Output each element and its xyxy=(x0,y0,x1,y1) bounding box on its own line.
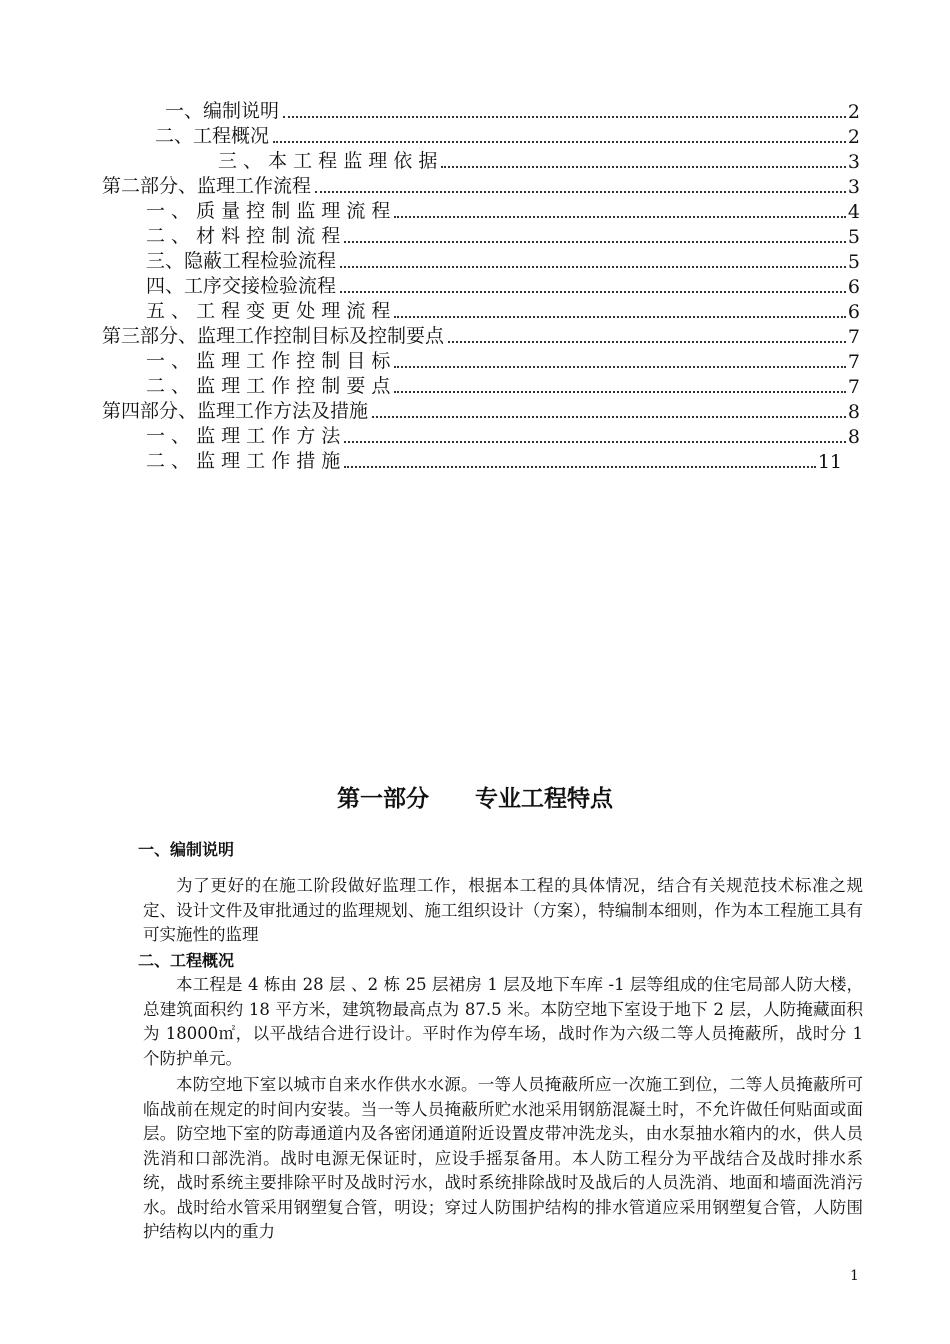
toc-entry-page: 7 xyxy=(847,326,860,348)
toc-entry[interactable] xyxy=(146,447,842,473)
toc-entry-page: 2 xyxy=(847,101,860,123)
toc-entry-page: 7 xyxy=(847,351,860,373)
toc-leader-dots xyxy=(394,366,846,368)
toc-entry[interactable] xyxy=(218,147,860,173)
toc-entry-label: 二 、 材 料 控 制 流 程 xyxy=(146,225,341,247)
toc-entry[interactable] xyxy=(146,372,860,398)
toc-entry-label: 二 、 监 理 工 作 措 施 xyxy=(146,450,341,472)
toc-leader-dots xyxy=(441,166,846,168)
toc-entry-label: 第二部分、监理工作流程 xyxy=(102,175,312,197)
toc-entry-label: 第三部分、监理工作控制目标及控制要点 xyxy=(102,325,445,347)
toc-entry-label: 四、工序交接检验流程 xyxy=(146,275,337,297)
toc-entry-page: 8 xyxy=(847,401,860,423)
toc-entry[interactable] xyxy=(102,322,860,348)
toc-entry[interactable] xyxy=(146,247,860,273)
toc-leader-dots xyxy=(394,316,846,318)
toc-leader-dots xyxy=(340,266,846,268)
toc-entry[interactable] xyxy=(146,297,860,323)
toc-leader-dots xyxy=(394,216,846,218)
toc-entry-page: 7 xyxy=(847,376,860,398)
toc-leader-dots xyxy=(340,291,846,293)
toc-entry-label: 三、隐蔽工程检验流程 xyxy=(146,250,337,272)
toc-leader-dots xyxy=(273,141,846,143)
toc-entry-page: 8 xyxy=(847,426,860,448)
toc-entry-page: 6 xyxy=(847,301,860,323)
toc-entry-page: 3 xyxy=(847,176,860,198)
toc-entry-page: 5 xyxy=(847,251,860,273)
toc-entry[interactable] xyxy=(146,222,860,248)
page-number: 1 xyxy=(850,1268,859,1284)
body-paragraph: 为了更好的在施工阶段做好监理工作，根据本工程的具体情况，结合有关规范技术标准之规定、设计文件及审批通过的监理规划、施工组织设计（方案），特编制本细则，作为本工程施工具有可实施性的监理 xyxy=(143,876,863,944)
toc-entry-label: 一 、 质 量 控 制 监 理 流 程 xyxy=(146,200,391,222)
toc-entry-page: 5 xyxy=(847,226,860,248)
toc-entry-page: 11 xyxy=(817,451,842,473)
toc-leader-dots xyxy=(344,241,846,243)
toc-entry[interactable] xyxy=(146,347,860,373)
body-paragraph: 本工程是 4 栋由 28 层 、2 栋 25 层裙房 1 层及地下车库 -1 层等组成的住宅局部人防大楼，总建筑面积约 18 平方米，建筑物最高点为 87.5 米。本防空地下室设于地下 2 层，人防掩藏面积为 18000㎡，以平战结合进行设计。平时作为停车场，战时作为六级二等人员掩蔽所，战时分 1 个防护单元。 xyxy=(143,975,863,1068)
toc-leader-dots xyxy=(344,466,816,468)
toc-leader-dots xyxy=(283,116,846,118)
section-heading: 二、工程概况 xyxy=(138,951,235,970)
toc-entry[interactable] xyxy=(165,97,860,123)
toc-entry-page: 6 xyxy=(847,276,860,298)
toc-entry-label: 一 、 监 理 工 作 方 法 xyxy=(146,425,341,447)
body-paragraph: 本防空地下室以城市自来水作供水水源。一等人员掩蔽所应一次施工到位，二等人员掩蔽所可临战前在规定的时间内安装。当一等人员掩蔽所贮水池采用钢筋混凝土时，不允许做任何贴面或面层。防空地下室的防毒通道内及各密闭通道附近设置皮带冲洗龙头，由水泵抽水箱内的水，供人员洗消和口部洗消。战时电源无保证时，应设手摇泵备用。本人防工程分为平战结合及战时排水系统，战时系统主要排除平时及战时污水，战时系统排除战时及战后的人员洗消、地面和墙面洗消污水。战时给水管采用钢塑复合管，明设；穿过人防围护结构的排水管道应采用钢塑复合管，人防围护结构以内的重力 xyxy=(143,1075,863,1241)
toc-entry-label: 一 、 监 理 工 作 控 制 目 标 xyxy=(146,350,391,372)
part-title: 第一部分 专业工程特点 xyxy=(337,786,613,812)
toc-entry-page: 3 xyxy=(847,151,860,173)
toc-entry[interactable] xyxy=(102,172,860,198)
toc-leader-dots xyxy=(344,441,846,443)
section-heading: 一、编制说明 xyxy=(138,840,235,859)
toc-leader-dots xyxy=(315,191,846,193)
toc-entry-page: 2 xyxy=(847,126,860,148)
toc-entry-label: 三 、 本 工 程 监 理 依 据 xyxy=(218,150,438,172)
toc-entry-label: 第四部分、监理工作方法及措施 xyxy=(102,400,369,422)
toc-entry-label: 二 、 监 理 工 作 控 制 要 点 xyxy=(146,375,391,397)
toc-leader-dots xyxy=(448,341,846,343)
toc-entry[interactable] xyxy=(146,422,860,448)
toc-entry[interactable] xyxy=(102,397,860,423)
toc-entry-label: 五 、 工 程 变 更 处 理 流 程 xyxy=(146,300,391,322)
toc-entry-page: 4 xyxy=(847,201,860,223)
toc-leader-dots xyxy=(394,391,846,393)
toc-entry[interactable] xyxy=(146,272,860,298)
toc-entry-label: 二、工程概况 xyxy=(155,125,270,147)
toc-entry[interactable] xyxy=(146,197,860,223)
toc-entry-label: 一、编制说明 xyxy=(165,100,280,122)
toc-entry[interactable] xyxy=(155,122,860,148)
toc-leader-dots xyxy=(372,416,846,418)
